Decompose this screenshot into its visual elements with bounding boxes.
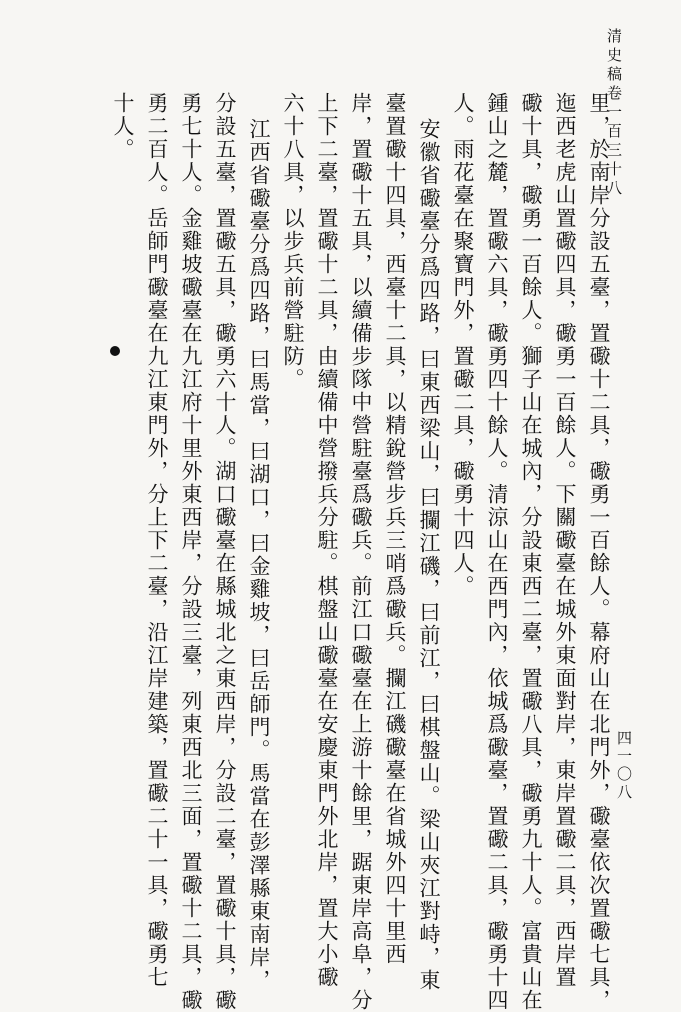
text-column-2: 迤西老虎山置礮四具，礮勇一百餘人。下關礮臺在城外東面對岸，東岸置礮二具，西岸置 <box>553 92 577 989</box>
text-column-14: 勇二百人。岳師門礮臺在九江東門外，分上下二臺，沿江岸建築，置礮二十一具，礮勇七 <box>145 92 169 989</box>
text-column-1: 里，於南岸分設五臺，置礮十二具，礮勇一百餘人。幕府山在北門外，礮臺依次置礮七具， <box>587 92 611 1012</box>
text-column-8: 岸，置礮十五具，以續備步隊中營駐臺爲礮兵。前江口礮臺在上游十餘里，踞東岸高阜，分 <box>349 92 373 1012</box>
text-column-9: 上下二臺，置礮十二具，由續備中營撥兵分駐。棋盤山礮臺在安慶東門外北岸，置大小礮 <box>315 92 339 989</box>
ink-dot-mark <box>110 346 120 356</box>
text-column-10: 六十八具，以步兵前營駐防。 <box>281 92 305 391</box>
running-title: 清史稿卷一百三十八 <box>605 28 623 199</box>
text-column-3: 礮十具，礮勇一百餘人。獅子山在城內，分設東西二臺，置礮八具，礮勇九十人。富貴山在 <box>519 92 543 1012</box>
text-column-12: 分設五臺，置礮五具，礮勇六十人。湖口礮臺在縣城北之東西岸，分設二臺，置礮十具，礮 <box>213 92 237 1012</box>
page-number: 四一〇八 <box>615 730 633 802</box>
text-column-6: 安徽省礮臺分爲四路，曰東西梁山，曰攔江磯，曰前江，曰棋盤山。梁山夾江對峙，東 <box>417 118 441 992</box>
text-column-7: 臺置礮十四具，西臺十二具，以精銳營步兵三哨爲礮兵。攔江磯礮臺在省城外四十里西 <box>383 92 407 966</box>
text-column-15: 十人。 <box>111 92 135 161</box>
text-column-11: 江西省礮臺分爲四路，曰馬當，曰湖口，曰金雞坡，曰岳師門。馬當在彭澤縣東南岸， <box>247 118 271 992</box>
text-column-13: 勇七十人。金雞坡礮臺在九江府十里外東西岸，分設三臺，列東西北三面，置礮十二具，礮 <box>179 92 203 1012</box>
text-column-5: 人。雨花臺在聚寶門外，置礮二具，礮勇十四人。 <box>451 92 475 598</box>
text-column-4: 鍾山之麓，置礮六具，礮勇四十餘人。清涼山在西門內，依城爲礮臺，置礮二具，礮勇十四 <box>485 92 509 1012</box>
